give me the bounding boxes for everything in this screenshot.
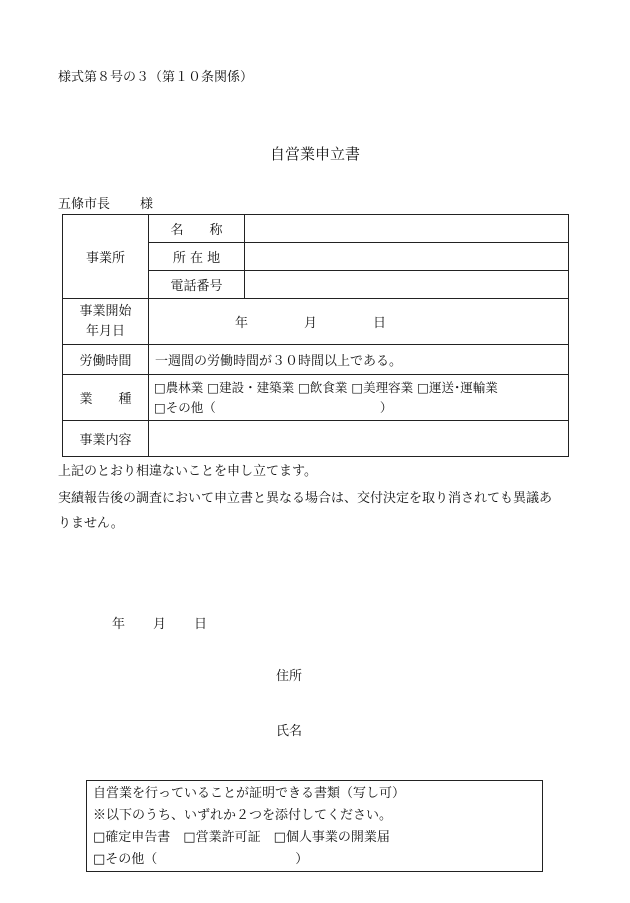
page-title: 自営業申立書	[269, 145, 360, 163]
required-documents-box	[86, 780, 543, 872]
office-name-field[interactable]	[245, 215, 569, 243]
addressee-suffix: 様	[140, 197, 154, 212]
office-address-label: 所 在 地	[149, 243, 245, 271]
documents-line-2: ※以下のうち、いずれか２つを添付してください。	[93, 808, 393, 823]
office-phone-field[interactable]	[245, 271, 569, 299]
statement-line-2: 実績報告後の調査において申立書と異なる場合は、交付決定を取り消されても異議あ	[58, 491, 553, 506]
industry-label: 業 種	[63, 375, 149, 421]
signature-year-label: 年	[112, 617, 126, 632]
signature-day-label: 日	[194, 617, 208, 632]
documents-line-1: 自営業を行っていることが証明できる書類（写し可）	[93, 786, 406, 801]
start-date-label: 事業開始 年月日	[63, 299, 149, 345]
statement-line-3: りません。	[58, 516, 124, 531]
office-phone-label: 電話番号	[149, 271, 245, 299]
statement-line-1: 上記のとおり相違ないことを申し立てます。	[58, 464, 317, 479]
office-address-field[interactable]	[245, 243, 569, 271]
business-content-label: 事業内容	[63, 421, 149, 457]
documents-options[interactable]: □確定申告書 □営業許可証 □個人事業の開業届	[93, 830, 390, 845]
signature-month-label: 月	[153, 617, 167, 632]
office-label: 事業所	[63, 215, 149, 299]
start-day-label: 日	[373, 316, 387, 331]
business-info-table	[62, 214, 569, 457]
addressee-name: 五條市長	[58, 197, 111, 212]
industry-options-line1[interactable]: □農林業 □建設・建築業 □飲食業 □美理容業 □運送･運輸業	[154, 379, 498, 395]
start-date-field[interactable]	[149, 299, 569, 345]
office-name-label: 名 称	[149, 215, 245, 243]
work-hours-text: 一週間の労働時間が３０時間以上である。	[149, 345, 569, 375]
applicant-address-label: 住所	[276, 669, 303, 684]
start-year-label: 年	[235, 316, 249, 331]
start-month-label: 月	[304, 316, 318, 331]
signature-date	[112, 613, 207, 632]
industry-other-line[interactable]: □その他（ ）	[154, 399, 393, 415]
applicant-name-label: 氏名	[276, 724, 303, 739]
form-number: 様式第８号の３（第１０条関係）	[58, 70, 254, 85]
industry-options[interactable]	[149, 375, 569, 421]
work-hours-label: 労働時間	[63, 345, 149, 375]
addressee	[58, 193, 153, 212]
documents-other-line[interactable]: □その他（ ）	[93, 852, 309, 867]
business-content-field[interactable]	[149, 421, 569, 457]
